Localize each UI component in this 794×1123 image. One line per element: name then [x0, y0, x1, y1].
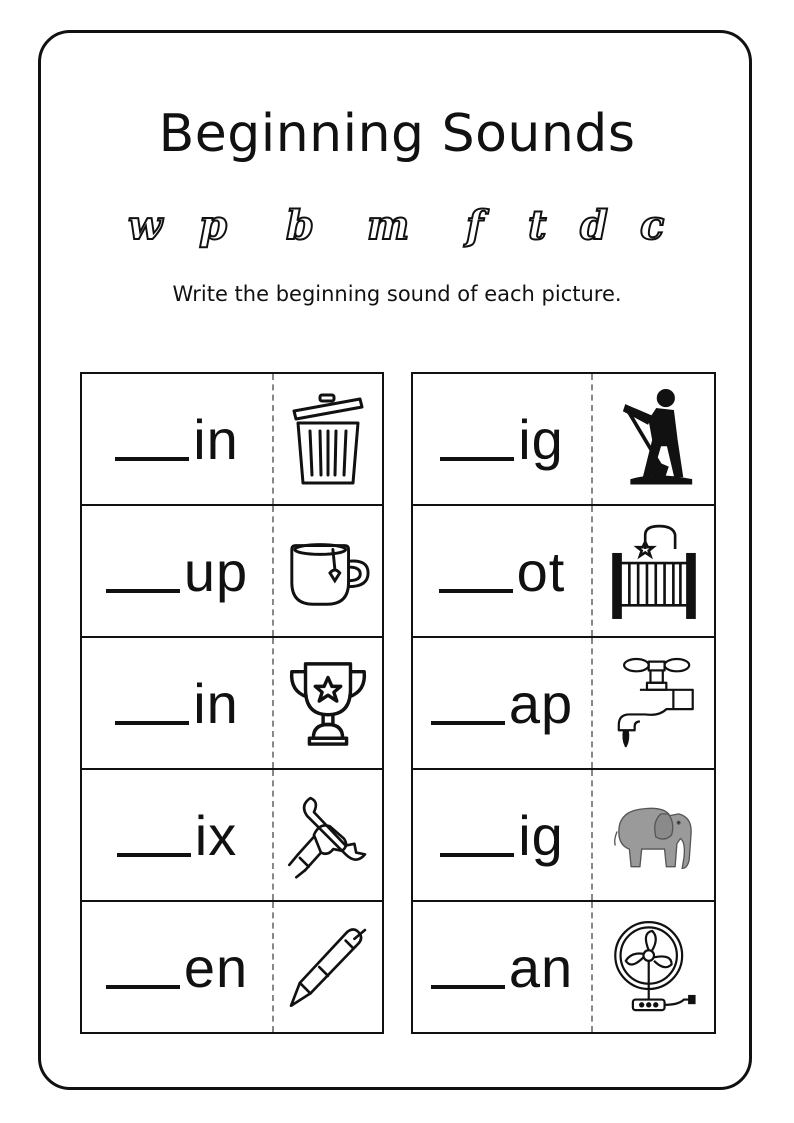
word-blank — [82, 902, 274, 1032]
word-card — [80, 768, 384, 902]
word-card — [411, 504, 716, 638]
letter-bank-item: d — [580, 202, 608, 249]
word-ending: an — [508, 935, 574, 999]
right-word-column — [411, 372, 716, 1034]
trash-bin-icon — [274, 374, 382, 504]
trophy-cup-icon — [274, 638, 382, 768]
word-blank — [82, 506, 274, 636]
word-ending: ix — [194, 803, 238, 867]
word-ending: ig — [518, 803, 564, 867]
word-card — [411, 900, 716, 1034]
word-card — [80, 372, 384, 506]
elephant-big-icon — [593, 770, 714, 900]
word-blank — [82, 374, 274, 504]
electric-fan-icon — [593, 902, 714, 1032]
letter-bank-item: c — [640, 202, 665, 249]
word-blank — [413, 770, 593, 900]
pen-icon — [274, 902, 382, 1032]
answer-blank[interactable] — [440, 417, 514, 461]
letter-bank-item: f — [466, 202, 484, 249]
letter-bank-item: b — [286, 202, 314, 249]
letter-bank — [0, 202, 794, 266]
water-tap-icon — [593, 638, 714, 768]
cup-icon — [274, 506, 382, 636]
word-ending: up — [183, 539, 249, 603]
answer-blank[interactable] — [439, 549, 513, 593]
letter-bank-item: m — [367, 202, 410, 249]
word-ending: in — [193, 671, 239, 735]
word-ending: ap — [508, 671, 574, 735]
word-blank — [82, 638, 274, 768]
letter-bank-item: w — [128, 202, 163, 249]
word-blank — [413, 638, 593, 768]
answer-blank[interactable] — [431, 945, 505, 989]
word-ending: ot — [516, 539, 566, 603]
word-card — [80, 900, 384, 1034]
word-card — [411, 768, 716, 902]
letter-bank-item: t — [528, 202, 547, 249]
fix-wrench-hand-icon — [274, 770, 382, 900]
answer-blank[interactable] — [431, 681, 505, 725]
word-card — [80, 636, 384, 770]
word-blank — [82, 770, 274, 900]
answer-blank[interactable] — [115, 417, 189, 461]
left-word-column — [80, 372, 384, 1034]
answer-blank[interactable] — [115, 681, 189, 725]
letter-bank-item: p — [199, 202, 227, 249]
word-ending: ig — [518, 407, 564, 471]
answer-blank[interactable] — [440, 813, 514, 857]
word-card — [411, 636, 716, 770]
word-ending: in — [193, 407, 239, 471]
word-ending: en — [183, 935, 249, 999]
instructions: Write the beginning sound of each picture. — [172, 282, 622, 306]
word-blank — [413, 506, 593, 636]
answer-blank[interactable] — [106, 945, 180, 989]
word-card — [411, 372, 716, 506]
page-title: Beginning Sounds — [158, 104, 636, 164]
answer-blank[interactable] — [106, 549, 180, 593]
dig-shovel-person-icon — [593, 374, 714, 504]
word-blank — [413, 374, 593, 504]
word-card — [80, 504, 384, 638]
word-blank — [413, 902, 593, 1032]
answer-blank[interactable] — [117, 813, 191, 857]
baby-cot-icon — [593, 506, 714, 636]
